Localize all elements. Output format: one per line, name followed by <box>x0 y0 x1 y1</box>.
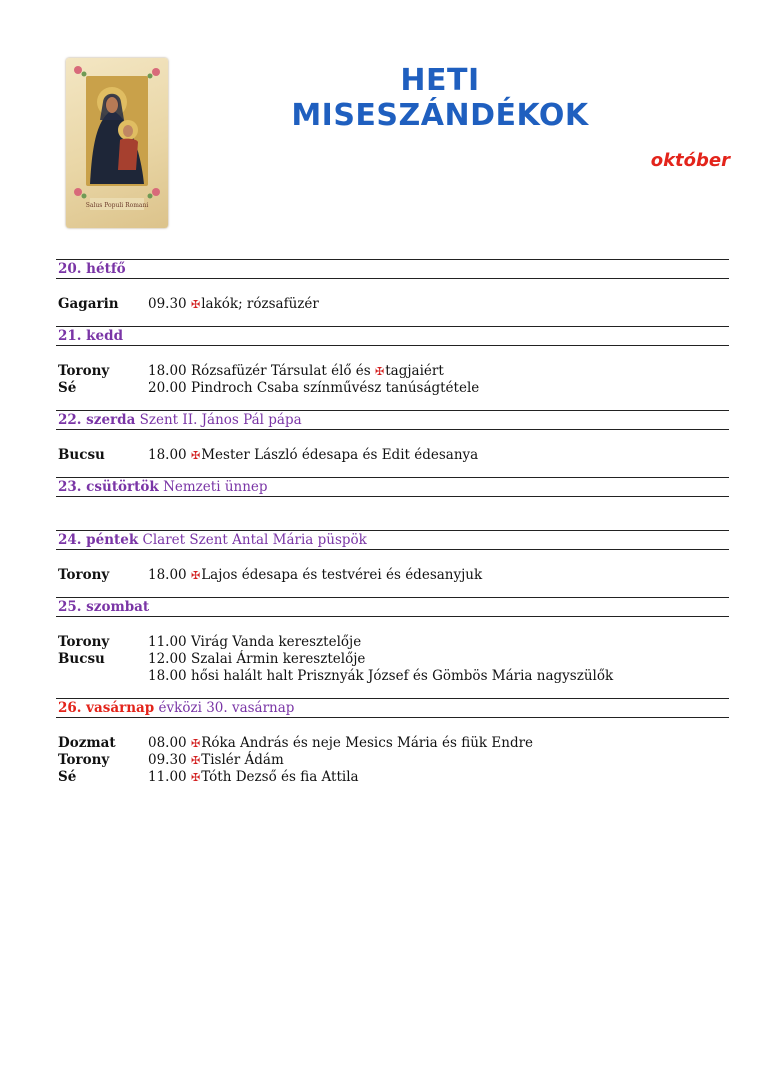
cross-icon: ✠ <box>191 754 201 767</box>
entry-intention <box>191 567 729 584</box>
entry-time: 18.00 <box>148 363 187 379</box>
day-date: 25. szombat <box>58 599 150 615</box>
day-entries <box>56 279 729 326</box>
intention-text: tagjaiért <box>385 363 444 379</box>
entry-intention <box>191 363 729 380</box>
intention-text: Róka András és neje Mesics Mária és fiük Endre <box>201 735 534 751</box>
mass-entry <box>56 380 729 397</box>
intention-text: Szalai Ármin keresztelője <box>191 651 366 667</box>
entry-location: Torony <box>58 363 110 379</box>
mass-entry <box>56 447 729 464</box>
cross-icon: ✠ <box>191 449 201 462</box>
mass-entry <box>56 567 729 584</box>
entry-location: Bucsu <box>58 651 105 667</box>
entry-intention <box>191 752 729 769</box>
day-header <box>56 259 729 279</box>
day-header <box>56 477 729 497</box>
intention-text: Pindroch Csaba színművész tanúságtétele <box>191 380 480 396</box>
entry-time: 09.30 <box>148 296 187 312</box>
day-entries <box>56 550 729 597</box>
entry-time: 18.00 <box>148 668 187 684</box>
intention-text: Virág Vanda keresztelője <box>191 634 362 650</box>
day-date: 23. csütörtök <box>58 479 159 495</box>
cross-icon: ✠ <box>191 569 201 582</box>
day-header <box>56 326 729 346</box>
mass-entry <box>56 769 729 786</box>
entry-time: 08.00 <box>148 735 187 751</box>
day-date: 22. szerda <box>58 412 136 428</box>
day-header <box>56 698 729 718</box>
entry-location <box>56 668 148 685</box>
intention-text: Mester László édesapa és Edit édesanya <box>201 447 479 463</box>
entry-intention <box>191 380 729 397</box>
entry-location: Dozmat <box>58 735 116 751</box>
intention-text: Tóth Dezső és fia Attila <box>201 769 359 785</box>
mass-entry <box>56 752 729 769</box>
entry-location: Sé <box>58 769 77 785</box>
day-entries <box>56 617 729 698</box>
day-date: 24. péntek <box>58 532 139 548</box>
mass-entry <box>56 363 729 380</box>
mass-entry <box>56 651 729 668</box>
cross-icon: ✠ <box>191 771 201 784</box>
intention-text: Lajos édesapa és testvérei és édesanyjuk <box>201 567 483 583</box>
day-feast: Szent II. János Pál pápa <box>139 412 302 428</box>
mass-entry <box>56 668 729 685</box>
day-feast: évközi 30. vasárnap <box>158 700 295 716</box>
entry-intention <box>191 668 729 685</box>
entry-intention <box>191 769 729 786</box>
entry-time: 09.30 <box>148 752 187 768</box>
day-entries <box>56 346 729 410</box>
day-entries <box>56 430 729 477</box>
day-feast: Nemzeti ünnep <box>163 479 268 495</box>
intention-text: hősi halált halt Prisznyák József és Gömbös Mária nagyszülők <box>191 668 614 684</box>
intention-text: lakók; rózsafüzér <box>201 296 319 312</box>
day-feast: Claret Szent Antal Mária püspök <box>142 532 367 548</box>
intention-text: Tislér Ádám <box>201 752 284 768</box>
mass-entry <box>56 634 729 651</box>
entry-intention <box>191 296 729 313</box>
entry-intention <box>191 634 729 651</box>
entry-intention <box>191 447 729 464</box>
entry-location: Torony <box>58 634 110 650</box>
month-label: október <box>650 150 730 171</box>
cross-icon: ✠ <box>375 365 385 378</box>
entry-time: 18.00 <box>148 567 187 583</box>
intention-text: Rózsafüzér Társulat élő és <box>191 363 376 379</box>
entry-location: Sé <box>58 380 77 396</box>
entry-time: 11.00 <box>148 634 187 650</box>
day-date: 26. vasárnap <box>58 700 155 716</box>
mass-entry <box>56 296 729 313</box>
card-caption: Salus Populi Romani <box>85 202 149 209</box>
day-date: 20. hétfő <box>58 261 126 277</box>
entry-time: 20.00 <box>148 380 187 396</box>
entry-location: Bucsu <box>58 447 105 463</box>
entry-intention <box>191 735 729 752</box>
day-entries <box>56 718 729 799</box>
entry-intention <box>191 651 729 668</box>
cross-icon: ✠ <box>191 298 201 311</box>
cross-icon: ✠ <box>191 737 201 750</box>
madonna-icon-card <box>66 58 168 228</box>
madonna-icon <box>66 58 168 228</box>
day-entries <box>56 497 729 530</box>
entry-time: 18.00 <box>148 447 187 463</box>
entry-location: Torony <box>58 752 110 768</box>
day-header <box>56 410 729 430</box>
day-header <box>56 597 729 617</box>
entry-location: Gagarin <box>58 296 119 312</box>
entry-time: 12.00 <box>148 651 187 667</box>
day-header <box>56 530 729 550</box>
page-title: HETI MISESZÁNDÉKOK <box>291 63 589 133</box>
day-date: 21. kedd <box>58 328 124 344</box>
mass-entry <box>56 735 729 752</box>
mass-schedule <box>56 259 729 799</box>
entry-time: 11.00 <box>148 769 187 785</box>
entry-location: Torony <box>58 567 110 583</box>
